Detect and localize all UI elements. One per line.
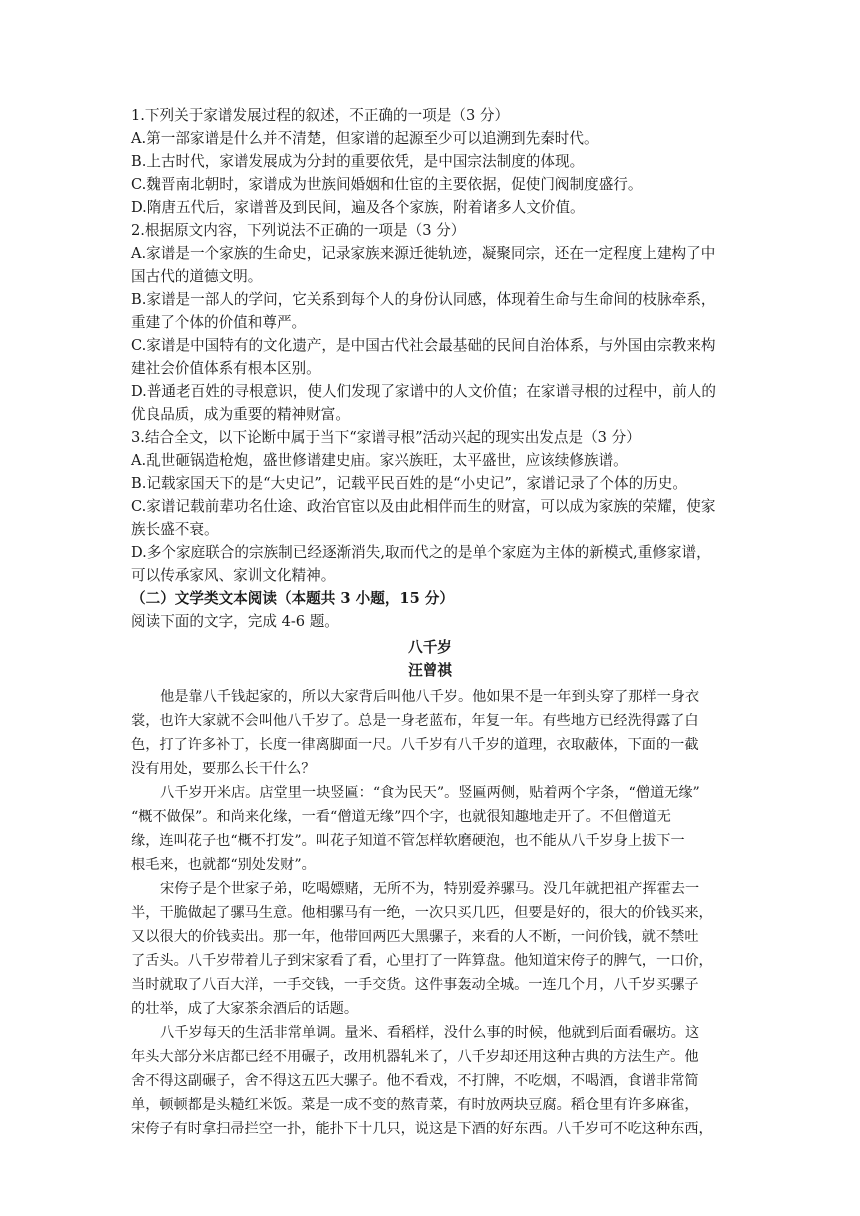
story-paragraph-line: 的壮举，成了大家茶余酒后的话题。 [131, 1001, 359, 1017]
story-title: 八千岁 [408, 639, 452, 656]
story-paragraph-line: 他是靠八千钱起家的，所以大家背后叫他八千岁。他如果不是一年到头穿了那样一身衣 [160, 689, 700, 705]
question-3-option-d-cont: 可以传承家风、家训文化精神。 [131, 567, 336, 584]
story-paragraph-line: 根毛来，也就都“别处发财”。 [131, 857, 316, 873]
story-paragraph-line: 又以很大的价钱卖出。那一年，他带回两匹大黑骡子，来看的人不断，一问价钱，就不禁吐 [131, 929, 699, 945]
question-3-option-c-cont: 族长盛不衰。 [131, 521, 219, 538]
question-1-option-b: B.上古时代，家谱发展成为分封的重要依凭，是中国宗法制度的体现。 [131, 153, 585, 170]
instruction: 阅读下面的文字，完成 4-6 题。 [131, 613, 339, 630]
story-paragraph-line: 八千岁开米店。店堂里一块竖匾：“食为民天”。竖匾两侧，贴着两个字条，“僧道无缘” [160, 785, 700, 801]
question-3-option-b: B.记载家国天下的是“大史记”，记载平民百姓的是“小史记”，家谱记录了个体的历史。 [131, 475, 687, 492]
story-author: 汪曾祺 [408, 662, 452, 679]
story-paragraph-line: 当时就取了八百大洋，一手交钱，一手交货。这件事轰动全城。一连几个月，八千岁买骡子 [131, 977, 699, 993]
question-3-stem: 3.结合全文，以下论断中属于当下“家谱寻根”活动兴起的现实出发点是（3 分） [131, 429, 641, 446]
story-paragraph-line: “概不做保”。和尚来化缘，一看“僧道无缘”四个字，也就很知趣地走开了。不但僧道无 [131, 809, 671, 825]
question-1-stem: 1.下列关于家谱发展过程的叙述，不正确的一项是（3 分） [131, 107, 510, 124]
story-paragraph-line: 舍不得这副碾子，舍不得这五匹大骡子。他不看戏，不打牌，不吃烟，不喝酒，食谱非常简 [131, 1073, 699, 1089]
story-paragraph-line: 了舌头。八千岁带着儿子到宋家看了看，心里打了一阵算盘。他知道宋侉子的脾气，一口价， [131, 953, 713, 969]
story-paragraph-line: 宋侉子是个世家子弟，吃喝嫖赌，无所不为，特别爱养骡马。没几年就把祖产挥霍去一 [160, 881, 700, 897]
story-paragraph-line: 色，打了许多补丁，长度一律离脚面一尺。八千岁有八千岁的道理，衣取蔽体，下面的一截 [131, 737, 699, 753]
question-2-option-d-cont: 优良品质，成为重要的精神财富。 [131, 406, 350, 423]
story-paragraph-line: 年头大部分米店都已经不用碾子，改用机器轧米了，八千岁却还用这种古典的方法生产。他 [131, 1049, 699, 1065]
story-paragraph-line: 宋侉子有时拿扫帚拦空一扑，能扑下十几只，说这是下酒的好东西。八千岁可不吃这种东西， [131, 1121, 713, 1137]
story-paragraph-line: 裳，也许大家就不会叫他八千岁了。总是一身老蓝布，年复一年。有些地方已经洗得露了白 [131, 713, 699, 729]
question-3-option-d: D.多个家庭联合的宗族制已经逐渐消失,取而代之的是单个家庭为主体的新模式,重修家谱， [131, 544, 711, 561]
question-2-option-b: B.家谱是一部人的学问，它关系到每个人的身份认同感，体现着生命与生命间的枝脉牵系， [131, 291, 716, 308]
question-2-option-c: C.家谱是中国特有的文化遗产，是中国古代社会最基础的民间自治体系，与外国由宗教来构 [131, 337, 716, 354]
question-2-stem: 2.根据原文内容，下列说法不正确的一项是（3 分） [131, 222, 466, 239]
question-2-option-d: D.普通老百姓的寻根意识，使人们发现了家谱中的人文价值；在家谱寻根的过程中，前人的 [131, 383, 716, 400]
question-3-option-a: A.乱世砸锅造枪炮，盛世修谱建史庙。家兴族旺，太平盛世，应该续修族谱。 [131, 452, 628, 469]
question-1-option-c: C.魏晋南北朝时，家谱成为世族间婚姻和仕宦的主要依据，促使门阀制度盛行。 [131, 176, 643, 193]
question-2-option-a-cont: 国古代的道德文明。 [131, 268, 263, 285]
story-paragraph-line: 缘，连叫花子也“概不打发”。叫花子知道不管怎样软磨硬泡，也不能从八千岁身上拔下一 [131, 833, 685, 849]
story-paragraph-line: 没有用处，要那么长干什么？ [131, 761, 316, 777]
story-paragraph-line: 半，干脆做起了骡马生意。他相骡马有一绝，一次只买几匹，但要是好的，很大的价钱买来， [131, 905, 713, 921]
question-1-option-a: A.第一部家谱是什么并不清楚，但家谱的起源至少可以追溯到先秦时代。 [131, 130, 599, 147]
question-1-option-d: D.隋唐五代后，家谱普及到民间，遍及各个家族，附着诸多人文价值。 [131, 199, 585, 216]
question-2-option-a: A.家谱是一个家族的生命史，记录家族来源迁徙轨迹，凝聚同宗，还在一定程度上建构了中 [131, 245, 716, 262]
section-heading: （二）文学类文本阅读（本题共 3 小题，15 分） [131, 590, 454, 607]
question-2-option-c-cont: 建社会价值体系有根本区别。 [131, 360, 321, 377]
question-3-option-c: C.家谱记载前辈功名仕途、政治官宦以及由此相伴而生的财富，可以成为家族的荣耀，使家 [131, 498, 716, 515]
story-paragraph-line: 单，顿顿都是头糙红米饭。菜是一成不变的熬青菜，有时放两块豆腐。稻仓里有许多麻雀， [131, 1097, 699, 1113]
story-paragraph-line: 八千岁每天的生活非常单调。量米、看稻样，没什么事的时候，他就到后面看碾坊。这 [160, 1025, 700, 1041]
question-2-option-b-cont: 重建了个体的价值和尊严。 [131, 314, 307, 331]
